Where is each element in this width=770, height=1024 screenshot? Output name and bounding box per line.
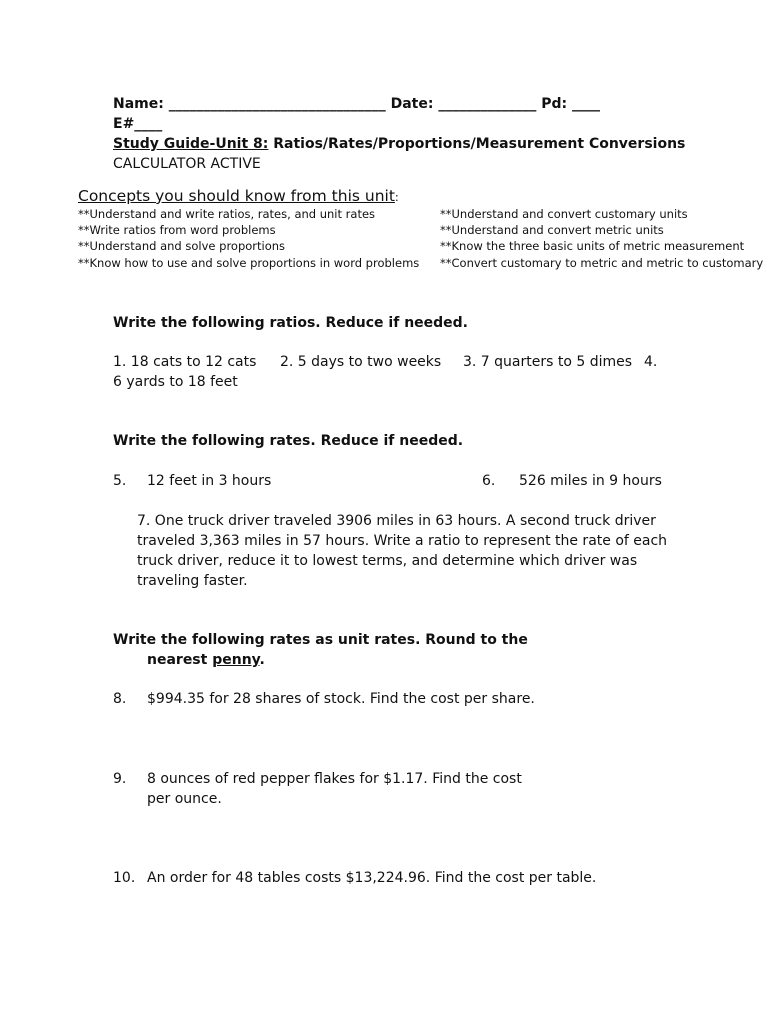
question-8-text: $994.35 for 28 shares of stock. Find the cost per share. xyxy=(147,691,535,707)
question-5-number: 5. xyxy=(113,473,127,489)
question-4-number: 4. xyxy=(644,354,658,370)
concepts-heading-text: Concepts you should know from this unit xyxy=(78,187,395,205)
question-6-text: 526 miles in 9 hours xyxy=(519,473,662,489)
question-5-text: 12 feet in 3 hours xyxy=(147,473,272,489)
question-7-line: 7. One truck driver traveled 3906 miles in 63 hours. A second truck driver xyxy=(137,513,656,529)
rates-instruction: Write the following rates. Reduce if needed. xyxy=(113,433,464,449)
nearest-label: nearest xyxy=(147,652,213,668)
question-4-text: 6 yards to 18 feet xyxy=(113,374,238,390)
concept-left-item: **Understand and solve proportions xyxy=(78,239,286,253)
question-7-line: traveling faster. xyxy=(137,573,248,589)
concepts-heading-colon: : xyxy=(394,190,399,204)
concept-left-item: **Write ratios from word problems xyxy=(78,223,276,237)
question-3: 3. 7 quarters to 5 dimes xyxy=(463,354,633,370)
study-guide-title xyxy=(113,135,685,153)
study-guide-topic: Ratios/Rates/Proportions/Measurement Conversions xyxy=(268,136,686,152)
ratios-instruction: Write the following ratios. Reduce if needed. xyxy=(113,315,469,331)
unit-rates-instruction-line1: Write the following rates as unit rates. Round to the xyxy=(113,632,528,648)
question-9-number: 9. xyxy=(113,771,127,787)
calculator-note: CALCULATOR ACTIVE xyxy=(113,156,261,172)
question-9-text-line2: per ounce. xyxy=(147,791,222,807)
question-7-line: traveled 3,363 miles in 57 hours. Write a ratio to represent the rate of each xyxy=(137,533,668,549)
question-2: 2. 5 days to two weeks xyxy=(280,354,442,370)
question-7-line: truck driver, reduce it to lowest terms, and determine which driver was xyxy=(137,553,638,569)
concepts-heading xyxy=(78,186,399,206)
question-9-text-line1: 8 ounces of red pepper flakes for $1.17. Find the cost xyxy=(147,771,522,787)
e-number-line: E#____ xyxy=(113,116,163,132)
unit-rates-instruction-line2 xyxy=(147,651,265,669)
concept-right-item: **Know the three basic units of metric measurement xyxy=(440,239,745,253)
instruction-period: . xyxy=(259,652,265,668)
concept-right-item: **Understand and convert customary units xyxy=(440,207,688,221)
question-8-number: 8. xyxy=(113,691,127,707)
question-6-number: 6. xyxy=(482,473,496,489)
concept-right-item: **Convert customary to metric and metric to customary xyxy=(440,256,764,270)
name-date-period-line: Name: _______________________________ Date: ______________ Pd: ____ xyxy=(113,96,600,112)
concept-left-item: **Understand and write ratios, rates, and unit rates xyxy=(78,207,376,221)
question-10-text: An order for 48 tables costs $13,224.96. Find the cost per table. xyxy=(147,870,597,886)
concept-right-item: **Understand and convert metric units xyxy=(440,223,664,237)
concept-left-item: **Know how to use and solve proportions in word problems xyxy=(78,256,420,270)
question-10-number: 10. xyxy=(113,870,136,886)
question-1: 1. 18 cats to 12 cats xyxy=(113,354,257,370)
study-guide-unit-label: Study Guide-Unit 8: xyxy=(113,136,269,152)
penny-underlined: penny xyxy=(212,652,260,668)
